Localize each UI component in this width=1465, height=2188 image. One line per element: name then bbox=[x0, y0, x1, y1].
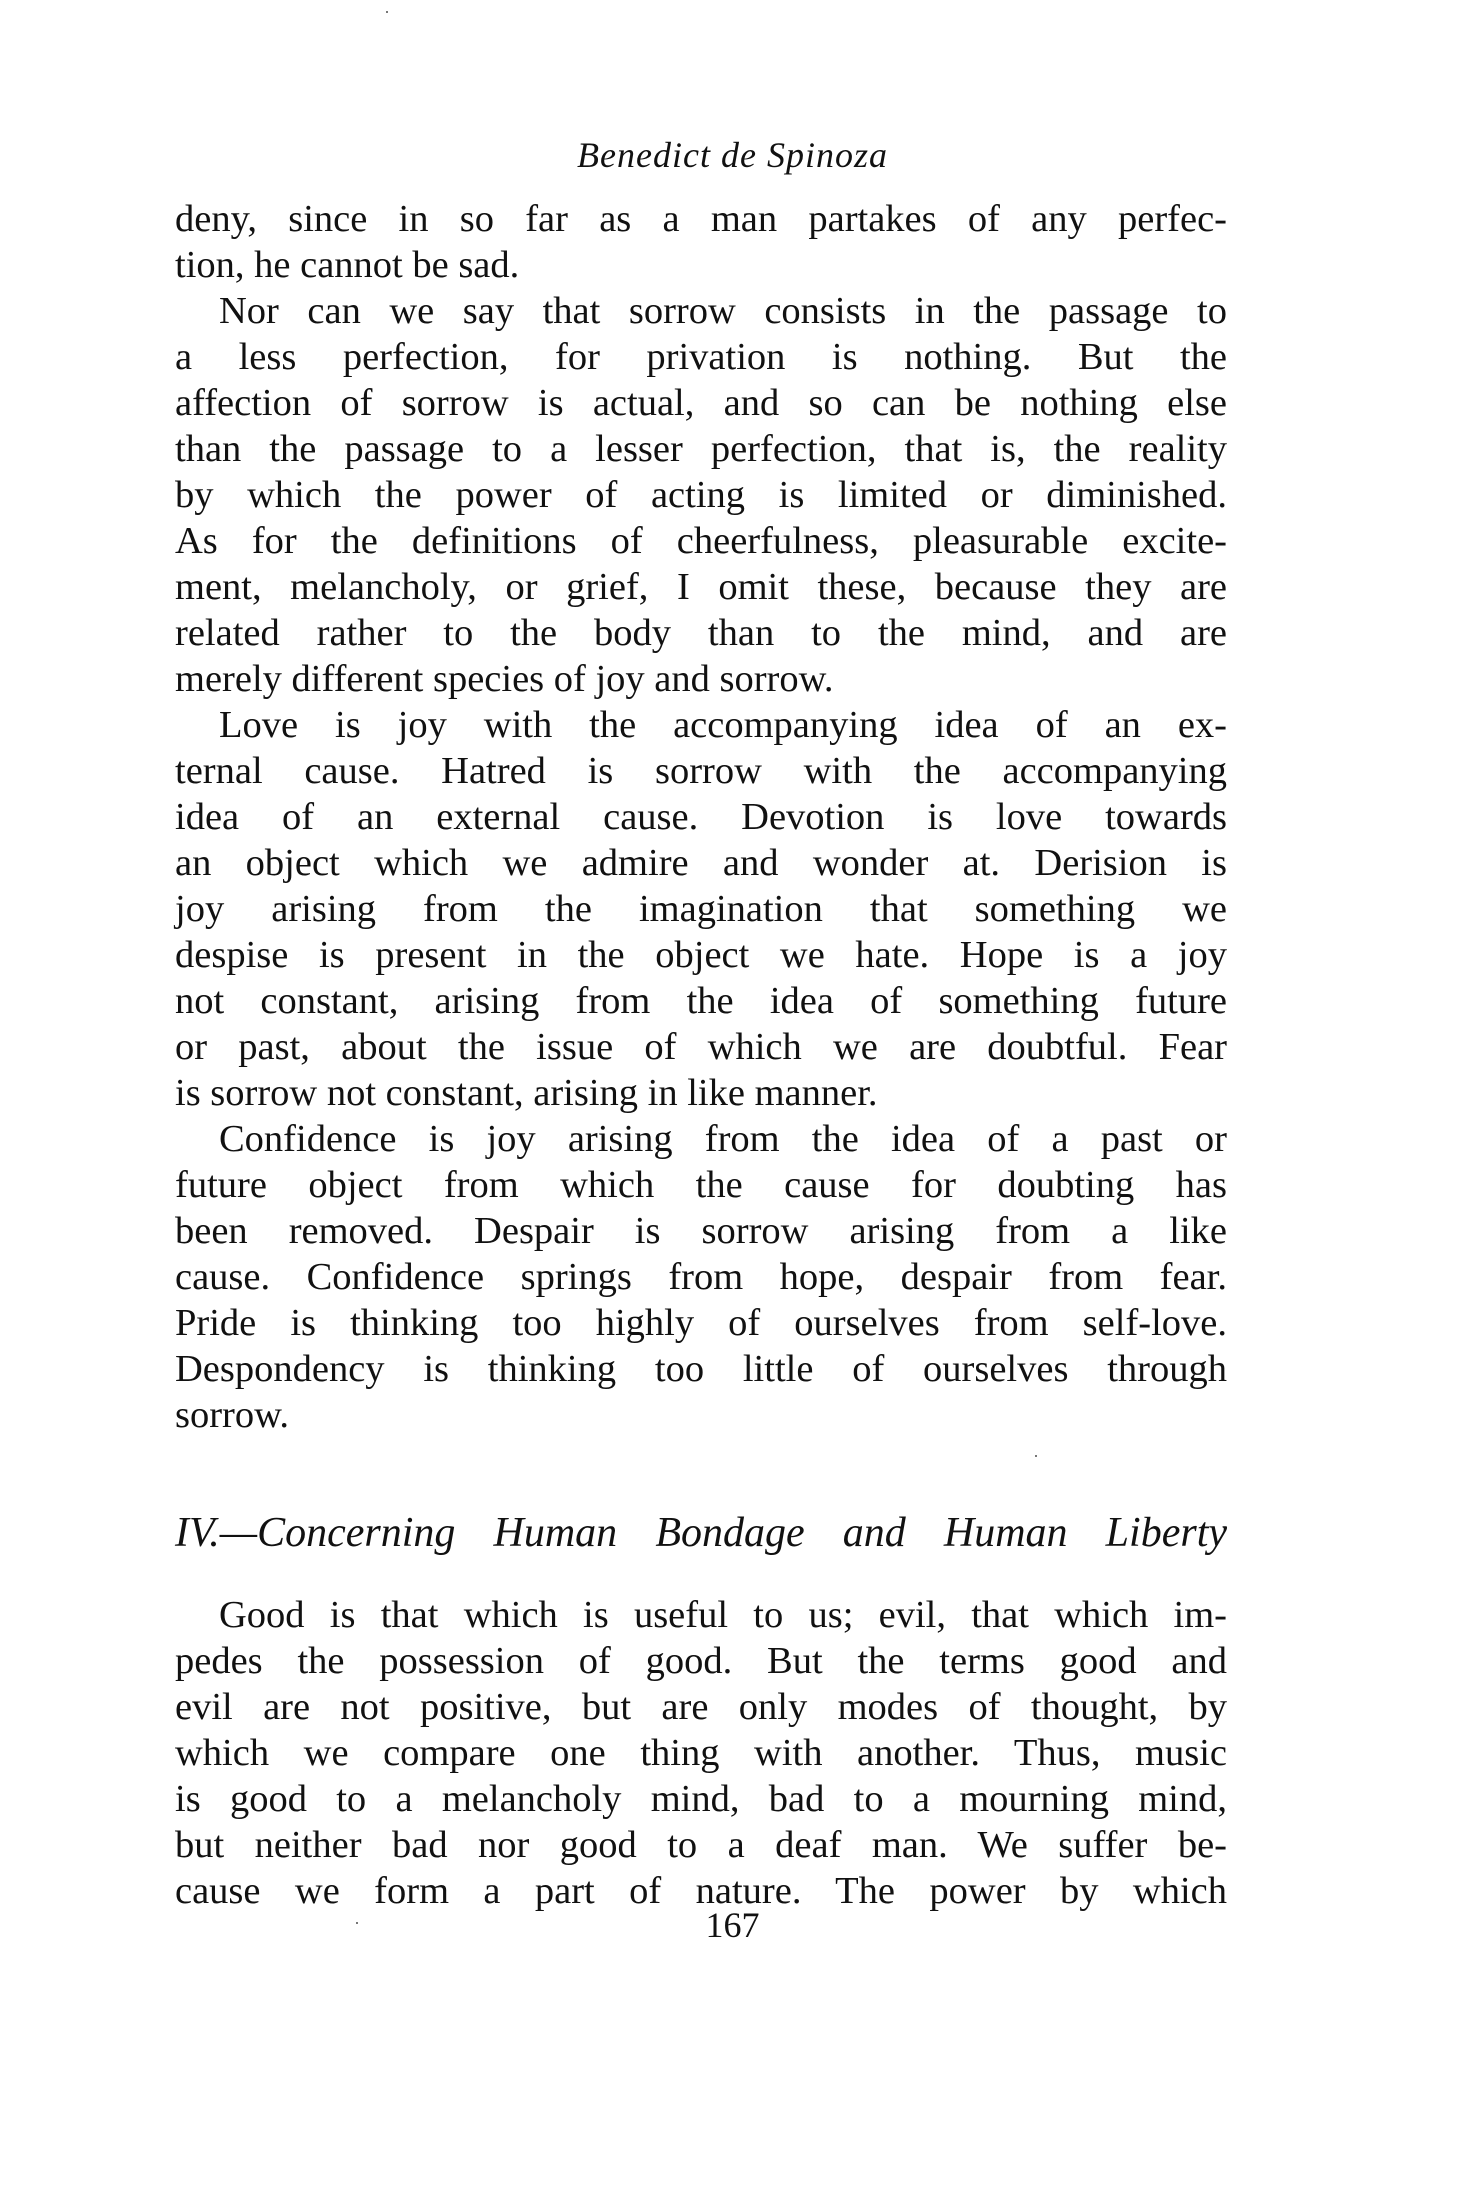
running-head: Benedict de Spinoza bbox=[577, 135, 888, 175]
text-line: affection of sorrow is actual, and so can be nothing else bbox=[175, 382, 1227, 424]
text-line: by which the power of acting is limited or diminished. bbox=[175, 474, 1227, 516]
section-one-body bbox=[175, 196, 1227, 1438]
section-heading: IV.—Concerning Human Bondage and Human Liberty bbox=[175, 1510, 1227, 1556]
text-line: not constant, arising from the idea of something future bbox=[175, 980, 1227, 1022]
text-line: Love is joy with the accompanying idea of an ex- bbox=[219, 704, 1227, 746]
text-line: a less perfection, for privation is nothing. But the bbox=[175, 336, 1227, 378]
text-line: As for the definitions of cheerfulness, pleasurable excite- bbox=[175, 520, 1227, 562]
text-line: been removed. Despair is sorrow arising from a like bbox=[175, 1210, 1227, 1252]
text-line: which we compare one thing with another. Thus, music bbox=[175, 1732, 1227, 1774]
section-two-body bbox=[175, 1592, 1227, 1914]
text-line: despise is present in the object we hate. Hope is a joy bbox=[175, 934, 1227, 976]
text-line: than the passage to a lesser perfection, that is, the reality bbox=[175, 428, 1227, 470]
text-line: deny, since in so far as a man partakes of any perfec- bbox=[175, 198, 1227, 240]
text-line: tion, he cannot be sad. bbox=[175, 244, 520, 286]
text-line: cause. Confidence springs from hope, despair from fear. bbox=[175, 1256, 1227, 1298]
text-line: joy arising from the imagination that something we bbox=[175, 888, 1227, 930]
text-line: Pride is thinking too highly of ourselves from self-love. bbox=[175, 1302, 1227, 1344]
paragraph bbox=[175, 702, 1227, 1116]
text-line: merely different species of joy and sorrow. bbox=[175, 658, 834, 700]
paragraph bbox=[175, 196, 1227, 288]
scan-speck bbox=[386, 11, 388, 13]
text-line: cause we form a part of nature. The power by which bbox=[175, 1870, 1227, 1912]
paragraph bbox=[175, 1592, 1227, 1914]
text-line: Nor can we say that sorrow consists in the passage to bbox=[219, 290, 1227, 332]
text-line: Good is that which is useful to us; evil, that which im- bbox=[219, 1594, 1227, 1636]
text-line: is good to a melancholy mind, bad to a mourning mind, bbox=[175, 1778, 1227, 1820]
paragraph bbox=[175, 288, 1227, 702]
text-line: Confidence is joy arising from the idea of a past or bbox=[219, 1118, 1227, 1160]
scan-speck bbox=[1035, 1455, 1037, 1457]
text-line: idea of an external cause. Devotion is love towards bbox=[175, 796, 1227, 838]
paragraph bbox=[175, 1116, 1227, 1438]
text-line: sorrow. bbox=[175, 1394, 290, 1436]
text-line: or past, about the issue of which we are doubtful. Fear bbox=[175, 1026, 1227, 1068]
text-line: Despondency is thinking too little of ourselves through bbox=[175, 1348, 1227, 1390]
text-line: future object from which the cause for doubting has bbox=[175, 1164, 1227, 1206]
text-line: pedes the possession of good. But the terms good and bbox=[175, 1640, 1227, 1682]
page-number: 167 bbox=[705, 1905, 760, 1945]
scan-speck bbox=[356, 1922, 358, 1924]
text-line: evil are not positive, but are only modes of thought, by bbox=[175, 1686, 1227, 1728]
text-line: ment, melancholy, or grief, I omit these, because they are bbox=[175, 566, 1227, 608]
text-line: is sorrow not constant, arising in like manner. bbox=[175, 1072, 878, 1114]
text-line: an object which we admire and wonder at. Derision is bbox=[175, 842, 1227, 884]
text-line: ternal cause. Hatred is sorrow with the accompanying bbox=[175, 750, 1227, 792]
text-line: related rather to the body than to the mind, and are bbox=[175, 612, 1227, 654]
text-line: but neither bad nor good to a deaf man. We suffer be- bbox=[175, 1824, 1227, 1866]
